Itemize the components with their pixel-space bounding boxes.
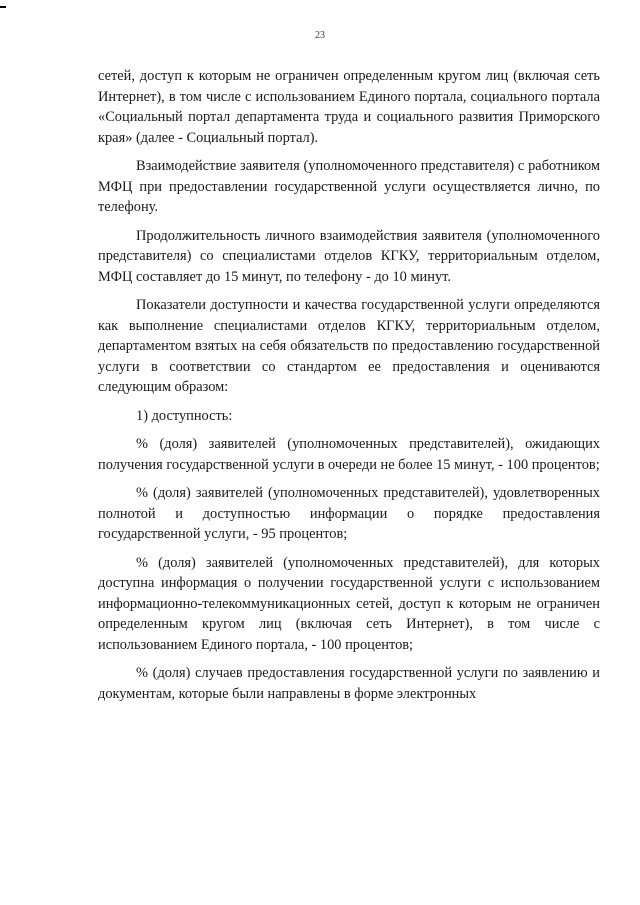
paragraph-continuation: сетей, доступ к которым не ограничен определенным кругом лиц (включая сеть Интернет), в том числе с использованием Единого портала, социального портала «Социальный портал департамента труда и социального развития Приморского края» (далее - Социальный портал). bbox=[98, 68, 600, 146]
paragraph-interaction: Взаимодействие заявителя (уполномоченного представителя) с работником МФЦ при предоставлении государственной услуги осуществляется лично, по телефону. bbox=[98, 158, 600, 215]
page-number: 23 bbox=[315, 30, 325, 41]
scan-edge-mark bbox=[0, 6, 6, 8]
paragraph-electronic-cases-share: % (доля) случаев предоставления государственной услуги по заявлению и документам, которые были направлены в форме электронных bbox=[98, 665, 600, 702]
paragraph-satisfaction-share: % (доля) заявителей (уполномоченных представителей), удовлетворенных полнотой и доступностью информации о порядке предоставления государственной услуги, - 95 процентов; bbox=[98, 485, 600, 542]
paragraph-indicators: Показатели доступности и качества государственной услуги определяются как выполнение специалистами отделов КГКУ, территориальным отделом, департаментом взятых на себя обязательств по предоставлению государственной услуги в соответствии со стандартом ее предоставления и оцениваются следующим образом: bbox=[98, 297, 600, 395]
paragraph-duration: Продолжительность личного взаимодействия заявителя (уполномоченного представителя) со специалистами отделов КГКУ, территориальным отделом, МФЦ составляет до 15 минут, по телефону - до 10 минут. bbox=[98, 227, 600, 285]
paragraph-online-info-share: % (доля) заявителей (уполномоченных представителей), для которых доступна информация о получении государственной услуги с использованием информационно-телекоммуникационных сетей, доступ к которым не ограничен определенным кругом лиц (включая сеть Интернет), в том числе с использованием Единого портала, - 100 процентов; bbox=[98, 554, 600, 653]
document-body bbox=[98, 66, 600, 704]
paragraph-accessibility-heading: 1) доступность: bbox=[136, 407, 233, 424]
paragraph-queue-share: % (доля) заявителей (уполномоченных представителей), ожидающих получения государственной услуги в очереди не более 15 минут, - 100 процентов; bbox=[98, 436, 600, 473]
